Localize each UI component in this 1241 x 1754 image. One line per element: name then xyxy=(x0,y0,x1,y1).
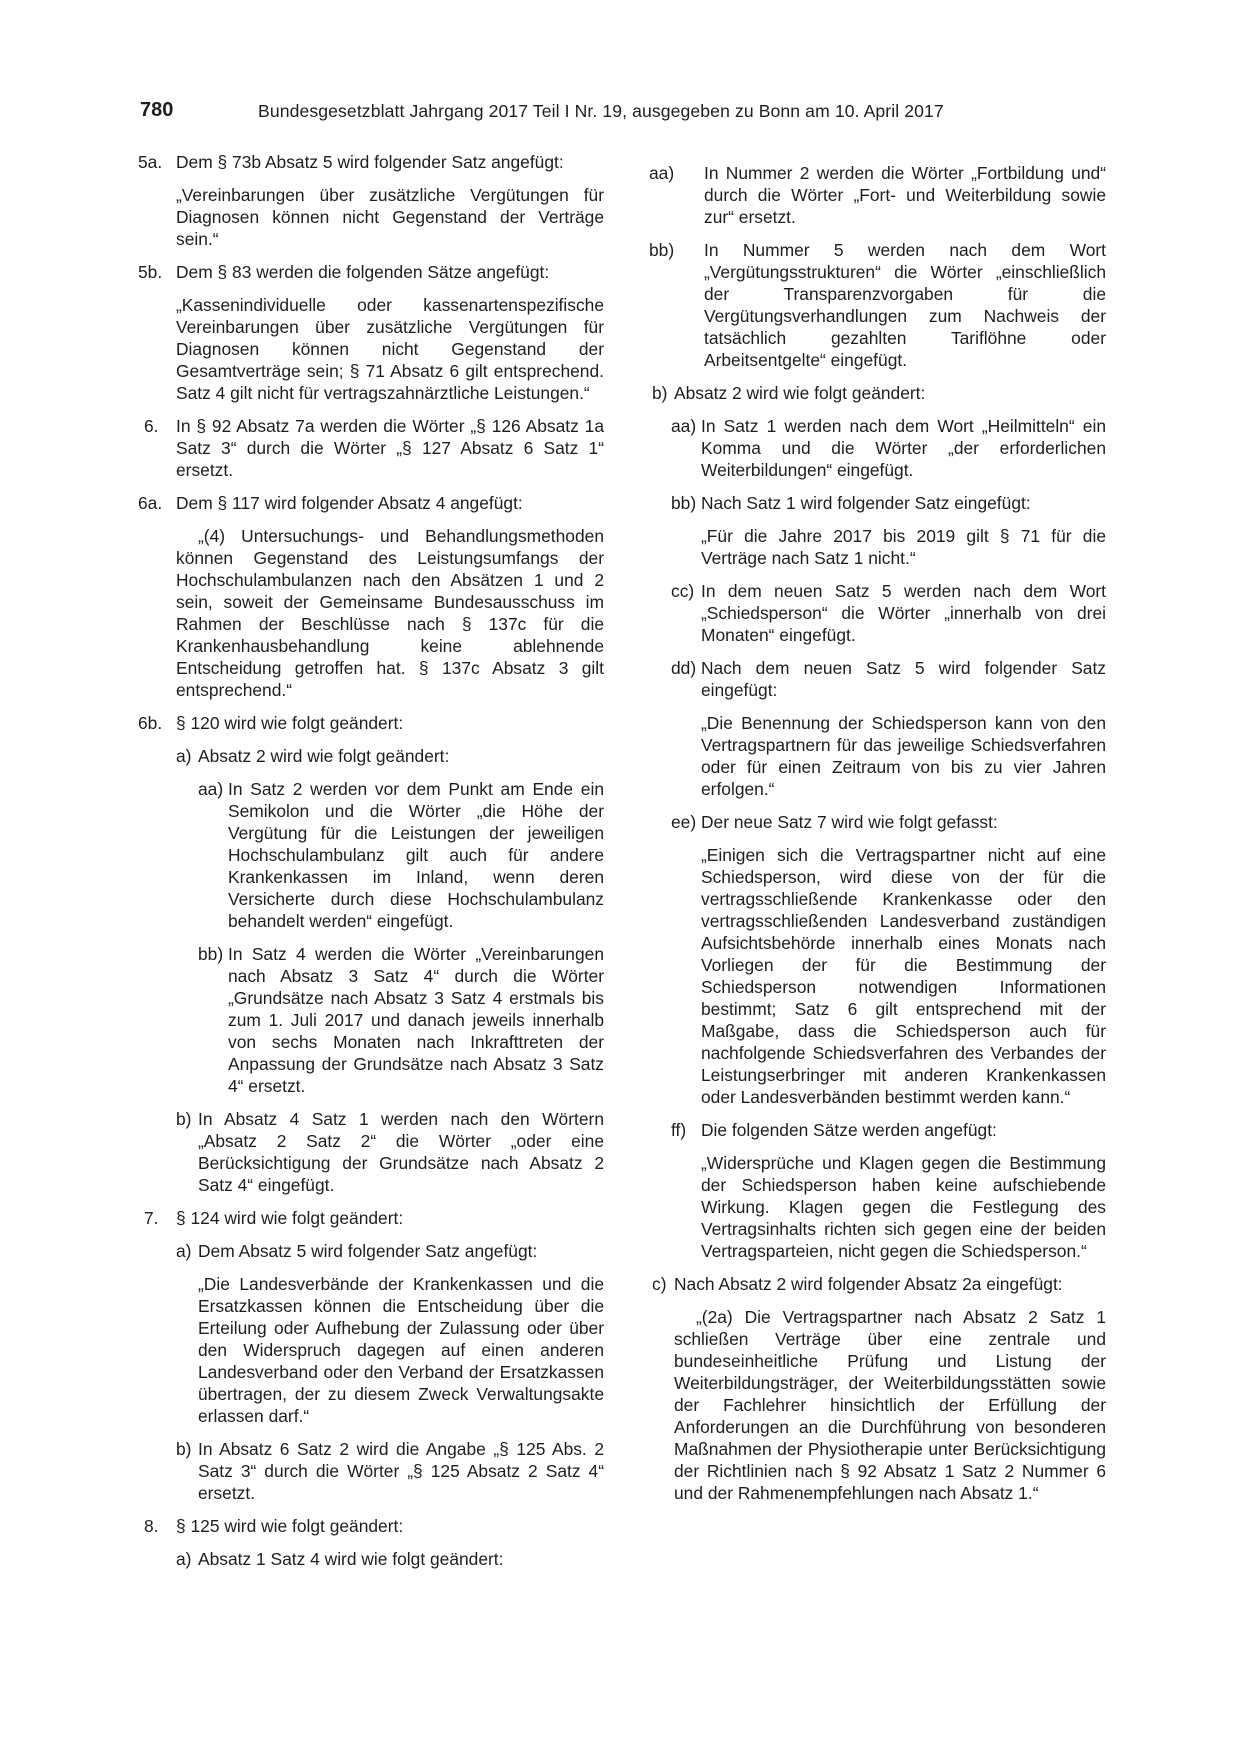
item-text: Nach Satz 1 wird folgender Satz eingefügt: xyxy=(701,493,1031,513)
item-6b xyxy=(140,712,604,1196)
item-marker: b) xyxy=(176,1109,192,1129)
item-7 xyxy=(140,1207,604,1504)
subitem-bb xyxy=(649,239,1106,371)
item-text: In § 92 Absatz 7a werden die Wörter „§ 126 Absatz 1a Satz 3“ durch die Wörter „§ 127 Absatz 6 Satz 1“ ersetzt. xyxy=(176,416,604,480)
subitem-aa xyxy=(649,162,1106,228)
quoted-text: „Die Landesverbände der Krankenkassen und die Ersatzkassen können die Entscheidung über die Erteilung oder Aufhebung der Zulassung oder über den Widerspruch dagegen auf einen anderen Landesverband oder den Verband der Ersatzkassen übertragen, der zu diesem Zweck Verwaltungsakte erlassen darf.“ xyxy=(198,1274,604,1426)
quoted-text: „Die Benennung der Schiedsperson kann von den Vertragspartnern für das jeweilige Schiedsverfahren oder für einen Zeitraum von bis zu vier Jahren erfolgen.“ xyxy=(701,713,1106,799)
subitem-a xyxy=(176,745,604,1097)
quoted-text: „(4) Untersuchungs- und Behandlungsmethoden können Gegenstand des Leistungsumfangs der Hochschulambulanzen nach den Absätzen 1 und 2 sein, soweit der Gemeinsame Bundesausschuss im Rahmen der Beschlüsse nach § 137c für die Krankenhausbehandlung keine ablehnende Entscheidung getroffen hat. § 137c Absatz 3 gilt entsprechend.“ xyxy=(176,526,604,700)
item-marker: 6. xyxy=(144,416,159,436)
subitem-ff xyxy=(671,1119,1106,1262)
item-marker: aa) xyxy=(671,416,697,436)
item-text: Absatz 2 wird wie folgt geändert: xyxy=(198,746,450,766)
item-text: Dem § 117 wird folgender Absatz 4 angefügt: xyxy=(176,493,523,513)
item-text: Die folgenden Sätze werden angefügt: xyxy=(701,1120,997,1140)
subitem-b xyxy=(176,1108,604,1196)
quoted-text: „Vereinbarungen über zusätzliche Vergütungen für Diagnosen können nicht Gegenstand der Verträge sein.“ xyxy=(176,185,604,249)
item-marker: 8. xyxy=(144,1516,159,1536)
item-marker: a) xyxy=(176,1241,192,1261)
item-text: In Satz 2 werden vor dem Punkt am Ende ein Semikolon und die Wörter „die Höhe der Vergütung für die Leistungen der jeweiligen Hochschulambulanz gilt auch für andere Krankenkassen im Inland, wenn deren Versicherte durch diese Hochschulambulanz behandelt werden“ eingefügt. xyxy=(228,779,604,931)
item-marker: 5b. xyxy=(138,262,163,282)
item-text: Dem § 83 werden die folgenden Sätze angefügt: xyxy=(176,262,550,282)
item-marker: 5a. xyxy=(138,152,163,172)
subitem-dd xyxy=(671,657,1106,800)
item-text: In Satz 1 werden nach dem Wort „Heilmitteln“ ein Komma und die Wörter „der erforderlichen Weiterbildungen“ eingefügt. xyxy=(701,416,1106,480)
item-text: Dem Absatz 5 wird folgender Satz angefügt: xyxy=(198,1241,538,1261)
subitem-cc xyxy=(671,580,1106,646)
quoted-text: „Für die Jahre 2017 bis 2019 gilt § 71 für die Verträge nach Satz 1 nicht.“ xyxy=(701,526,1106,568)
item-marker: ff) xyxy=(671,1120,687,1140)
quoted-text: „(2a) Die Vertragspartner nach Absatz 2 Satz 1 schließen Verträge über eine zentrale und bundeseinheitliche Prüfung und Listung der Weiterbildungsträger, der Weiterbildungsstätten sowie der Fachlehrer hinsichtlich der Erfüllung der Anforderungen an die Durchführung von besonderen Maßnahmen der Physiotherapie unter Berücksichtigung der Richtlinien nach § 92 Absatz 1 Satz 2 Nummer 6 und der Rahmenempfehlungen nach Absatz 1.“ xyxy=(674,1307,1106,1503)
item-marker: bb) xyxy=(671,493,697,513)
item-text: In Nummer 2 werden die Wörter „Fortbildung und“ durch die Wörter „Fort- und Weiterbildung sowie zur“ ersetzt. xyxy=(704,163,1106,227)
item-marker: aa) xyxy=(198,779,224,799)
item-text: In dem neuen Satz 5 werden nach dem Wort „Schiedsperson“ die Wörter „innerhalb von drei Monaten“ eingefügt. xyxy=(701,581,1106,645)
item-text: In Absatz 4 Satz 1 werden nach den Wörtern „Absatz 2 Satz 2“ die Wörter „oder eine Berücksichtigung der Grundsätze nach Absatz 2 Satz 4“ eingefügt. xyxy=(198,1109,604,1195)
item-text: § 125 wird wie folgt geändert: xyxy=(176,1516,404,1536)
right-column-content xyxy=(649,162,1106,371)
item-6a xyxy=(140,492,604,701)
subitem-bb xyxy=(198,943,604,1097)
item-marker: a) xyxy=(176,1549,192,1569)
subitem-a xyxy=(176,1548,604,1570)
running-header: Bundesgesetzblatt Jahrgang 2017 Teil I Nr. 19, ausgegeben zu Bonn am 10. April 2017 xyxy=(258,101,944,121)
item-5a xyxy=(140,151,604,250)
quoted-text: „Widersprüche und Klagen gegen die Bestimmung der Schiedsperson haben keine aufschiebende Wirkung. Klagen gegen die Festlegung des Vertragsinhalts richten sich gegen eine der beiden Vertragsparteien, nicht gegen die Schiedsperson.“ xyxy=(701,1153,1106,1261)
item-marker: dd) xyxy=(671,658,697,678)
item-text: In Absatz 6 Satz 2 wird die Angabe „§ 125 Abs. 2 Satz 3“ durch die Wörter „§ 125 Absatz 2 Satz 4“ ersetzt. xyxy=(198,1439,604,1503)
item-marker: 6b. xyxy=(138,713,163,733)
item-text: In Satz 4 werden die Wörter „Vereinbarungen nach Absatz 3 Satz 4“ durch die Wörter „Grundsätze nach Absatz 3 Satz 4 erstmals bis zum 1. Juli 2017 und danach jeweils innerhalb von sechs Monaten nach Inkrafttreten der Anpassung der Grundsätze nach Absatz 3 Satz 4“ ersetzt. xyxy=(228,944,604,1096)
left-column xyxy=(140,151,604,1570)
item-marker: b) xyxy=(652,383,668,403)
item-marker: aa) xyxy=(649,163,675,183)
subitem-bb xyxy=(671,492,1106,569)
item-marker: 7. xyxy=(144,1208,159,1228)
subitem-aa xyxy=(198,778,604,932)
item-marker: a) xyxy=(176,746,192,766)
item-text: Absatz 2 wird wie folgt geändert: xyxy=(674,383,926,403)
item-marker: ee) xyxy=(671,812,697,832)
item-marker: 6a. xyxy=(138,493,163,513)
item-5b xyxy=(140,261,604,404)
item-text: Absatz 1 Satz 4 wird wie folgt geändert: xyxy=(198,1549,504,1569)
quoted-text: „Kassenindividuelle oder kassenartenspezifische Vereinbarungen über zusätzliche Vergütungen für Diagnosen können nicht Gegenstand der Gesamtverträge sein; § 71 Absatz 6 gilt entsprechend. Satz 4 gilt nicht für vertragszahnärztliche Leistungen.“ xyxy=(176,295,604,403)
item-marker: cc) xyxy=(671,581,695,601)
subitem-a xyxy=(176,1240,604,1427)
item-text: § 120 wird wie folgt geändert: xyxy=(176,713,404,733)
page-number: 780 xyxy=(140,99,174,121)
right-column xyxy=(649,151,1106,1504)
item-marker: c) xyxy=(652,1274,667,1294)
item-marker: bb) xyxy=(649,240,675,260)
subitem-ee xyxy=(671,811,1106,1108)
item-text: Der neue Satz 7 wird wie folgt gefasst: xyxy=(701,812,998,832)
item-marker: b) xyxy=(176,1439,192,1459)
subitem-aa xyxy=(671,415,1106,481)
subitem-b xyxy=(652,382,1106,1262)
quoted-text: „Einigen sich die Vertragspartner nicht auf eine Schiedsperson, wird diese von der für die vertragsschließende Krankenkasse oder den vertragsschließenden Landesverband zuständigen Aufsichtsbehörde innerhalb eines Monats nach Vorliegen der für die Bestimmung der Schiedsperson notwendigen Informationen bestimmt; Satz 6 gilt entsprechend mit der Maßgabe, dass die Schiedsperson auch für nachfolgende Schiedsverfahren des Verbandes der Leistungserbringer mit anderen Krankenkassen oder Landesverbänden bestimmt werden kann.“ xyxy=(701,845,1106,1107)
item-text: § 124 wird wie folgt geändert: xyxy=(176,1208,404,1228)
item-text: In Nummer 5 werden nach dem Wort „Vergütungsstrukturen“ die Wörter „einschließlich der Transparenzvorgaben für die Vergütungsverhandlungen zum Nachweis der tatsächlich gezahlten Tariflöhne oder Arbeitsentgelte“ eingefügt. xyxy=(704,240,1106,370)
subitem-b xyxy=(176,1438,604,1504)
item-text: Nach dem neuen Satz 5 wird folgender Satz eingefügt: xyxy=(701,658,1106,700)
item-text: Dem § 73b Absatz 5 wird folgender Satz angefügt: xyxy=(176,152,564,172)
subitems xyxy=(671,415,1106,1262)
item-marker: bb) xyxy=(198,944,224,964)
item-6 xyxy=(140,415,604,481)
item-8 xyxy=(140,1515,604,1570)
subitem-c xyxy=(652,1273,1106,1504)
item-text: Nach Absatz 2 wird folgender Absatz 2a eingefügt: xyxy=(674,1274,1063,1294)
